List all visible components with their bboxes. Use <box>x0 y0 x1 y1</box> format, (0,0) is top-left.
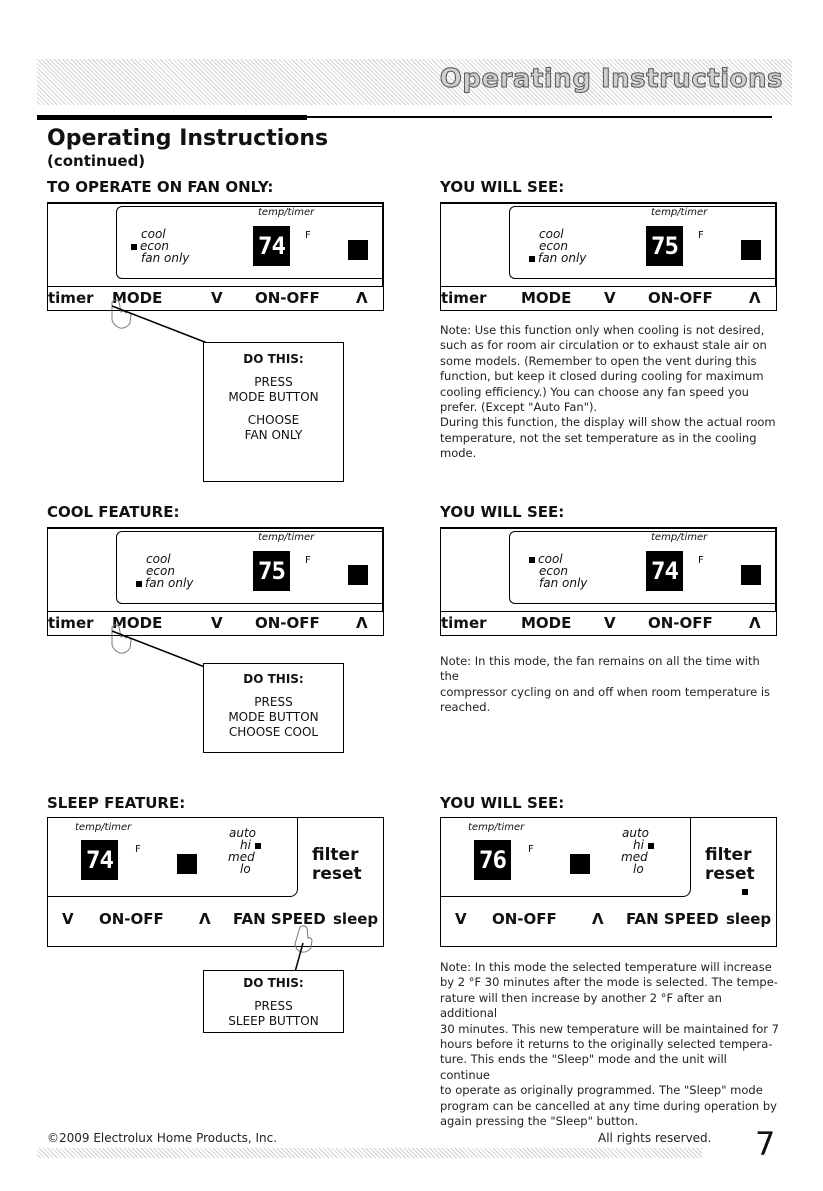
do-this-step: CHOOSE COOL <box>228 725 319 739</box>
cool-label: cool <box>141 227 166 241</box>
cool-result-panel <box>440 527 777 636</box>
header-banner-title: Operating Instructions <box>439 64 783 94</box>
up-button[interactable]: Λ <box>749 614 761 632</box>
down-button[interactable]: V <box>604 289 616 307</box>
temp-timer-label: temp/timer <box>258 207 315 218</box>
do-this-title: DO THIS: <box>243 352 304 366</box>
fan-status-block <box>741 565 761 585</box>
lo-speed-label: lo <box>633 862 644 876</box>
page-subtitle: (continued) <box>47 152 146 170</box>
temp-timer-label: temp/timer <box>75 822 132 833</box>
fan-speed-button[interactable]: FAN SPEED <box>233 910 326 928</box>
up-button[interactable]: Λ <box>592 910 604 928</box>
sleep-control-panel <box>47 817 384 947</box>
do-this-title: DO THIS: <box>243 672 304 686</box>
do-this-step: PRESS <box>254 375 293 389</box>
sleep-heading: SLEEP FEATURE: <box>47 794 186 812</box>
on-off-button[interactable]: ON-OFF <box>492 910 557 928</box>
do-this-step: SLEEP BUTTON <box>228 1014 319 1028</box>
do-this-step: PRESS <box>254 999 293 1013</box>
fan-status-block <box>177 854 197 874</box>
econ-indicator: econ <box>131 239 169 253</box>
fan-only-note: Note: Use this function only when cooling is not desired, such as for room air circulation or to exhaust stale air on some models. (Remember to open the vent during this function, but keep it closed during cooling for maximum cooling efficiency.) You can choose any fan speed you prefer. (Except "Auto Fan"). During this function, the display will show the actual room temperature, not the set temperature as in the cooling mode. <box>440 323 776 461</box>
fan-only-label: fan only <box>141 251 190 265</box>
sleep-indicator <box>742 889 748 895</box>
mode-button[interactable]: MODE <box>521 289 572 307</box>
up-button[interactable]: Λ <box>749 289 761 307</box>
fan-speed-button[interactable]: FAN SPEED <box>626 910 719 928</box>
temperature-display: 76 <box>474 840 511 880</box>
hi-speed-indicator: hi <box>240 838 264 852</box>
hand-pointer-icon <box>265 925 315 975</box>
sleep-you-will-see: YOU WILL SEE: <box>440 794 565 812</box>
fan-only-you-will-see: YOU WILL SEE: <box>440 178 565 196</box>
fahrenheit-label: F <box>698 555 704 566</box>
fan-status-block <box>741 240 761 260</box>
on-off-button[interactable]: ON-OFF <box>99 910 164 928</box>
on-off-button[interactable]: ON-OFF <box>648 614 713 632</box>
sleep-result-panel <box>440 817 777 947</box>
cool-heading: COOL FEATURE: <box>47 503 180 521</box>
cool-label: cool <box>539 227 564 241</box>
auto-speed-label: auto <box>622 826 650 840</box>
down-button[interactable]: V <box>211 614 223 632</box>
filter-label: filter <box>312 845 359 865</box>
temp-timer-label: temp/timer <box>258 532 315 543</box>
hand-pointer-icon <box>100 298 230 348</box>
med-speed-label: med <box>228 850 255 864</box>
timer-button[interactable]: timer <box>48 614 94 632</box>
page-number: 7 <box>755 1125 776 1163</box>
copyright: ©2009 Electrolux Home Products, Inc. <box>47 1131 278 1145</box>
temp-timer-label: temp/timer <box>651 207 708 218</box>
rights-reserved: All rights reserved. <box>598 1131 712 1145</box>
sleep-button[interactable]: sleep <box>726 910 772 928</box>
fahrenheit-label: F <box>305 555 311 566</box>
fan-only-control-panel <box>47 202 384 311</box>
fan-only-indicator: fan only <box>136 576 193 590</box>
do-this-step: PRESS <box>254 695 293 709</box>
down-button[interactable]: V <box>211 289 223 307</box>
fan-only-result-panel <box>440 202 777 311</box>
fahrenheit-label: F <box>528 844 534 855</box>
temperature-display: 74 <box>646 551 683 591</box>
temperature-display: 75 <box>646 226 683 266</box>
timer-button[interactable]: timer <box>48 289 94 307</box>
econ-label: econ <box>539 564 568 578</box>
lo-speed-label: lo <box>240 862 251 876</box>
footer-band <box>37 1148 702 1158</box>
do-this-title: DO THIS: <box>243 976 304 990</box>
auto-speed-label: auto <box>229 826 257 840</box>
econ-label: econ <box>146 564 175 578</box>
temp-timer-label: temp/timer <box>651 532 708 543</box>
title-rule-thin <box>307 116 772 118</box>
fan-only-do-this-box <box>203 342 344 482</box>
sleep-do-this-box <box>203 970 344 1033</box>
do-this-step: FAN ONLY <box>244 428 303 442</box>
fan-status-block <box>570 854 590 874</box>
temperature-display: 75 <box>253 551 290 591</box>
fan-only-heading: TO OPERATE ON FAN ONLY: <box>47 178 274 196</box>
cool-label: cool <box>146 552 171 566</box>
fahrenheit-label: F <box>135 844 141 855</box>
mode-button[interactable]: MODE <box>112 289 163 307</box>
temperature-display: 74 <box>81 840 118 880</box>
fan-status-block <box>348 565 368 585</box>
cool-note: Note: In this mode, the fan remains on all the time with the compressor cycling on and off when room temperature is reached. <box>440 654 771 715</box>
on-off-button[interactable]: ON-OFF <box>255 614 320 632</box>
temperature-display: 74 <box>253 226 290 266</box>
do-this-step: MODE BUTTON <box>228 710 319 724</box>
down-button[interactable]: V <box>455 910 467 928</box>
down-button[interactable]: V <box>62 910 74 928</box>
up-button[interactable]: Λ <box>356 289 368 307</box>
fahrenheit-label: F <box>698 230 704 241</box>
fahrenheit-label: F <box>305 230 311 241</box>
on-off-button[interactable]: ON-OFF <box>648 289 713 307</box>
down-button[interactable]: V <box>604 614 616 632</box>
reset-button[interactable]: reset <box>312 864 362 884</box>
do-this-step: CHOOSE <box>247 413 300 427</box>
page-title: Operating Instructions <box>47 126 329 151</box>
cool-indicator: cool <box>529 552 563 566</box>
sleep-button[interactable]: sleep <box>333 910 379 928</box>
do-this-step: MODE BUTTON <box>228 390 319 404</box>
sleep-note: Note: In this mode the selected temperature will increase by 2 °F 30 minutes after the mode is selected. The tempe- rature will then increase by another 2 °F after an additional 30 minutes. This new temperature will be maintained for 7 hours before it returns to the originally selected tempera- ture. This ends the "Sleep" mode and the unit will continue to operate as originally programmed. The "Sleep" mode program can be cancelled at any time during operation by again pressing the "Sleep" button. <box>440 960 779 1129</box>
cool-control-panel <box>47 527 384 636</box>
up-button[interactable]: Λ <box>356 614 368 632</box>
mode-button[interactable]: MODE <box>521 614 572 632</box>
med-speed-label: med <box>621 850 648 864</box>
timer-button[interactable]: timer <box>441 614 487 632</box>
temp-timer-label: temp/timer <box>468 822 525 833</box>
timer-button[interactable]: timer <box>441 289 487 307</box>
up-button[interactable]: Λ <box>199 910 211 928</box>
fan-status-block <box>348 240 368 260</box>
cool-you-will-see: YOU WILL SEE: <box>440 503 565 521</box>
fan-only-indicator: fan only <box>529 251 586 265</box>
filter-label: filter <box>705 845 752 865</box>
on-off-button[interactable]: ON-OFF <box>255 289 320 307</box>
cool-do-this-box <box>203 663 344 753</box>
title-rule <box>37 115 307 120</box>
econ-label: econ <box>539 239 568 253</box>
reset-button[interactable]: reset <box>705 864 755 884</box>
mode-button[interactable]: MODE <box>112 614 163 632</box>
fan-only-label: fan only <box>539 576 588 590</box>
hi-speed-indicator: hi <box>633 838 657 852</box>
